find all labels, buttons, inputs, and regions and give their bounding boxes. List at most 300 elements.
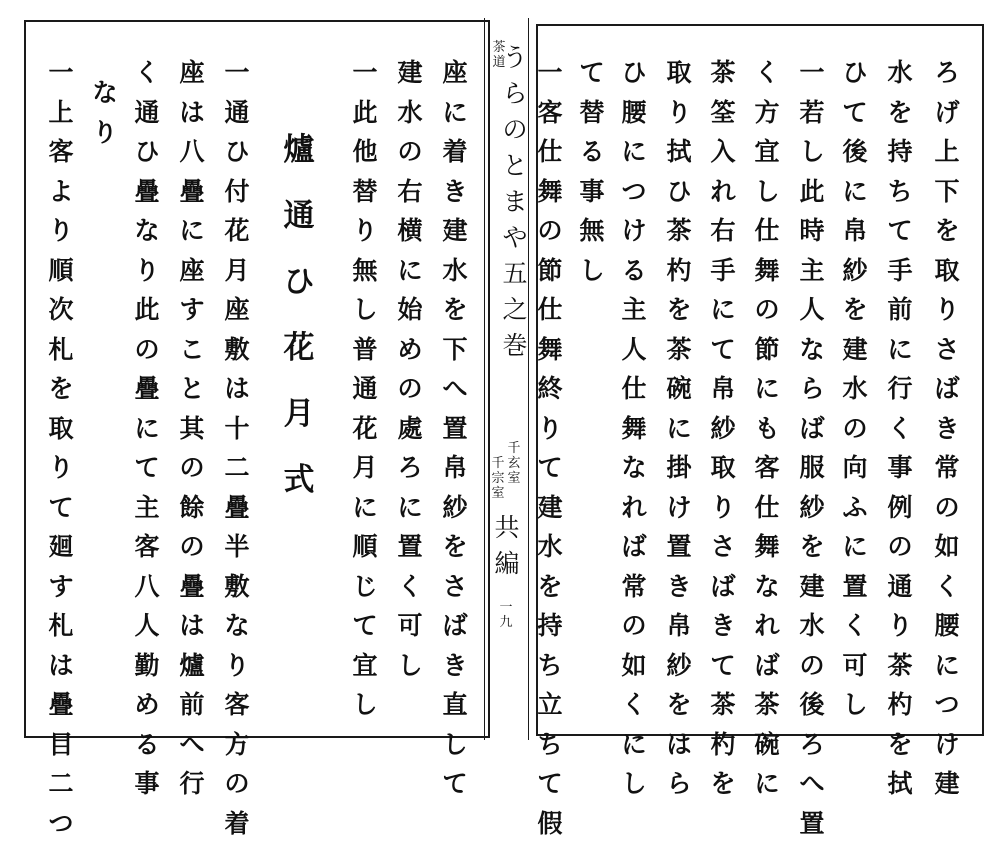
glyph: し	[393, 653, 427, 693]
glyph: 例	[883, 495, 917, 535]
glyph: 横	[393, 218, 427, 258]
glyph: 宜	[348, 653, 382, 693]
text-column	[393, 60, 427, 692]
glyph: 八	[130, 574, 164, 614]
glyph: て	[533, 771, 567, 811]
glyph: 一	[498, 600, 514, 615]
glyph: は	[220, 376, 254, 416]
glyph: 舞	[750, 534, 784, 574]
glyph: 建	[533, 495, 567, 535]
glyph: 客	[750, 455, 784, 495]
glyph: く	[750, 60, 784, 100]
glyph: 他	[348, 139, 382, 179]
glyph: 取	[44, 416, 78, 456]
glyph: 玄	[506, 456, 522, 471]
glyph: 一	[533, 60, 567, 100]
glyph: 月	[282, 399, 316, 465]
glyph: の	[393, 139, 427, 179]
glyph: 十	[220, 416, 254, 456]
glyph: に	[348, 495, 382, 535]
glyph: 置	[662, 534, 696, 574]
glyph: に	[130, 416, 164, 456]
glyph: し	[838, 692, 872, 732]
glyph: 通	[220, 100, 254, 140]
glyph: 道	[491, 55, 507, 70]
glyph: を	[662, 692, 696, 732]
glyph: げ	[930, 100, 964, 140]
glyph: 八	[175, 139, 209, 179]
glyph: 人	[130, 613, 164, 653]
glyph: 事	[883, 455, 917, 495]
glyph: 次	[44, 297, 78, 337]
glyph: 茶	[706, 692, 740, 732]
glyph: を	[883, 100, 917, 140]
text-column	[348, 60, 382, 732]
glyph: く	[617, 692, 651, 732]
glyph: 主	[130, 495, 164, 535]
glyph: う	[500, 50, 530, 86]
glyph: つ	[44, 811, 78, 850]
glyph: て	[575, 60, 609, 100]
glyph: ば	[438, 613, 472, 653]
glyph: 二	[220, 455, 254, 495]
glyph: に	[617, 139, 651, 179]
glyph: 茶	[706, 60, 740, 100]
glyph: 此	[130, 297, 164, 337]
glyph: 仕	[750, 218, 784, 258]
glyph: 後	[838, 139, 872, 179]
glyph: ば	[706, 574, 740, 614]
glyph: 如	[930, 534, 964, 574]
glyph: て	[838, 100, 872, 140]
glyph: 此	[348, 100, 382, 140]
glyph: め	[393, 337, 427, 377]
glyph: 行	[175, 771, 209, 811]
glyph: る	[617, 258, 651, 298]
glyph: 敷	[220, 574, 254, 614]
glyph: 水	[438, 258, 472, 298]
glyph: 此	[795, 179, 829, 219]
text-column	[575, 60, 609, 297]
glyph: の	[175, 534, 209, 574]
glyph: 客	[44, 139, 78, 179]
glyph: 向	[838, 455, 872, 495]
glyph: 常	[617, 574, 651, 614]
glyph: く	[883, 416, 917, 456]
glyph: に	[393, 258, 427, 298]
glyph: 置	[438, 416, 472, 456]
glyph: を	[533, 574, 567, 614]
glyph: 若	[795, 100, 829, 140]
glyph: し	[348, 297, 382, 337]
glyph: 紗	[795, 495, 829, 535]
glyph: と	[500, 158, 530, 194]
glyph: よ	[44, 179, 78, 219]
glyph: り	[706, 495, 740, 535]
glyph: り	[220, 653, 254, 693]
glyph: り	[130, 258, 164, 298]
glyph: へ	[438, 376, 472, 416]
glyph: ち	[533, 653, 567, 693]
glyph: こ	[175, 337, 209, 377]
glyph: 建	[838, 337, 872, 377]
glyph: ふ	[838, 495, 872, 535]
glyph: を	[44, 376, 78, 416]
glyph: は	[44, 653, 78, 693]
glyph: 茶	[662, 218, 696, 258]
glyph: 花	[348, 416, 382, 456]
glyph: 帛	[706, 376, 740, 416]
glyph: は	[662, 732, 696, 772]
glyph: ひ	[282, 267, 316, 333]
glyph: て	[533, 455, 567, 495]
glyph: ち	[533, 732, 567, 772]
glyph: 置	[393, 534, 427, 574]
glyph: な	[795, 337, 829, 377]
glyph: 人	[617, 337, 651, 377]
glyph: け	[617, 218, 651, 258]
glyph: や	[500, 230, 530, 266]
glyph: 茶	[662, 337, 696, 377]
glyph: ろ	[393, 455, 427, 495]
glyph: 花	[220, 218, 254, 258]
glyph: 時	[795, 218, 829, 258]
glyph: ら	[500, 86, 530, 122]
glyph: 主	[617, 297, 651, 337]
glyph: 客	[220, 692, 254, 732]
glyph: 持	[883, 139, 917, 179]
glyph: り	[88, 120, 122, 160]
glyph: し	[438, 732, 472, 772]
glyph: 普	[348, 337, 382, 377]
glyph: じ	[348, 574, 382, 614]
glyph: 其	[175, 416, 209, 456]
glyph: 疊	[175, 179, 209, 219]
glyph: れ	[706, 179, 740, 219]
glyph: 置	[795, 811, 829, 850]
glyph: 拭	[883, 771, 917, 811]
glyph: 事	[575, 179, 609, 219]
glyph: 千	[490, 456, 506, 471]
glyph: れ	[750, 613, 784, 653]
glyph: を	[706, 771, 740, 811]
glyph: 宗	[490, 471, 506, 486]
glyph: 紗	[662, 653, 696, 693]
glyph: て	[438, 771, 472, 811]
glyph: 巻	[500, 338, 530, 374]
glyph: き	[438, 179, 472, 219]
glyph: の	[883, 534, 917, 574]
glyph: し	[795, 139, 829, 179]
glyph: 方	[220, 732, 254, 772]
glyph: 宜	[750, 139, 784, 179]
glyph: 爐	[175, 653, 209, 693]
text-column	[838, 60, 872, 732]
glyph: き	[930, 416, 964, 456]
glyph: 座	[175, 60, 209, 100]
glyph: 直	[438, 692, 472, 732]
glyph: に	[617, 732, 651, 772]
glyph: ひ	[838, 60, 872, 100]
glyph: 置	[838, 574, 872, 614]
glyph: 紗	[706, 416, 740, 456]
glyph: 座	[175, 258, 209, 298]
glyph: す	[175, 297, 209, 337]
glyph: 紗	[838, 258, 872, 298]
glyph: な	[617, 455, 651, 495]
glyph: 舞	[750, 258, 784, 298]
glyph: り	[883, 613, 917, 653]
glyph: 餘	[175, 495, 209, 535]
glyph: て	[706, 653, 740, 693]
glyph: き	[438, 653, 472, 693]
glyph: 水	[533, 534, 567, 574]
glyph: 花	[282, 333, 316, 399]
glyph: へ	[175, 732, 209, 772]
glyph: り	[348, 218, 382, 258]
glyph: 方	[750, 100, 784, 140]
glyph: 一	[795, 60, 829, 100]
glyph: 建	[795, 574, 829, 614]
glyph: 杓	[662, 258, 696, 298]
glyph: 前	[883, 297, 917, 337]
glyph: も	[750, 416, 784, 456]
glyph: ば	[795, 416, 829, 456]
glyph: の	[175, 455, 209, 495]
glyph: 仕	[533, 297, 567, 337]
glyph: 一	[44, 60, 78, 100]
glyph: 上	[930, 139, 964, 179]
glyph: さ	[930, 337, 964, 377]
glyph: 疊	[130, 179, 164, 219]
glyph: く	[838, 613, 872, 653]
glyph: 九	[498, 615, 514, 630]
glyph: る	[575, 139, 609, 179]
glyph: を	[795, 534, 829, 574]
text-column	[662, 60, 696, 811]
glyph: 通	[130, 100, 164, 140]
glyph: り	[662, 100, 696, 140]
glyph: 持	[533, 613, 567, 653]
glyph: 茶	[883, 653, 917, 693]
glyph: り	[533, 416, 567, 456]
glyph: 客	[130, 534, 164, 574]
glyph: ま	[500, 194, 530, 230]
glyph: し	[750, 179, 784, 219]
glyph: 右	[393, 179, 427, 219]
text-column	[130, 60, 164, 811]
text-column	[438, 60, 472, 811]
text-column	[220, 60, 254, 850]
glyph: 碗	[662, 376, 696, 416]
glyph: 節	[533, 258, 567, 298]
glyph: り	[44, 218, 78, 258]
glyph: し	[575, 258, 609, 298]
glyph: 建	[930, 771, 964, 811]
glyph: な	[88, 80, 122, 120]
glyph: く	[930, 574, 964, 614]
glyph: 編	[492, 556, 522, 592]
glyph: さ	[438, 574, 472, 614]
glyph: に	[175, 218, 209, 258]
glyph: な	[750, 574, 784, 614]
glyph: 取	[662, 60, 696, 100]
glyph: 共	[492, 520, 522, 556]
glyph: の	[393, 376, 427, 416]
glyph: 疊	[175, 574, 209, 614]
glyph: に	[883, 337, 917, 377]
glyph: を	[883, 732, 917, 772]
text-column	[930, 60, 964, 811]
glyph: 五	[500, 266, 530, 302]
glyph: ひ	[662, 179, 696, 219]
text-column	[533, 60, 567, 850]
text-column	[883, 60, 917, 811]
glyph: は	[175, 100, 209, 140]
glyph: 服	[795, 455, 829, 495]
book-title	[500, 50, 530, 374]
glyph: 替	[348, 179, 382, 219]
glyph: 節	[750, 337, 784, 377]
page-number	[498, 600, 514, 630]
glyph: の	[617, 613, 651, 653]
glyph: て	[706, 337, 740, 377]
glyph: り	[930, 297, 964, 337]
glyph: は	[175, 613, 209, 653]
glyph: 一	[220, 60, 254, 100]
glyph: 座	[438, 60, 472, 100]
glyph: ば	[617, 534, 651, 574]
glyph: 入	[706, 139, 740, 179]
glyph: 帛	[438, 455, 472, 495]
glyph: つ	[617, 179, 651, 219]
glyph: の	[838, 416, 872, 456]
glyph: 水	[393, 100, 427, 140]
glyph: 右	[706, 218, 740, 258]
glyph: し	[348, 692, 382, 732]
glyph: に	[438, 100, 472, 140]
text-column	[795, 60, 829, 850]
glyph: 掛	[662, 455, 696, 495]
glyph: に	[750, 376, 784, 416]
glyph: を	[438, 297, 472, 337]
text-column	[88, 80, 122, 159]
glyph: 立	[533, 692, 567, 732]
glyph: に	[930, 653, 964, 693]
glyph: 室	[506, 471, 522, 486]
glyph: な	[130, 218, 164, 258]
glyph: 無	[348, 258, 382, 298]
glyph: 茶	[491, 40, 507, 55]
glyph: ひ	[617, 60, 651, 100]
glyph: 疊	[44, 692, 78, 732]
glyph: 目	[44, 732, 78, 772]
glyph: 帛	[838, 218, 872, 258]
edited-label	[492, 520, 522, 592]
glyph: 如	[617, 653, 651, 693]
glyph: 事	[130, 771, 164, 811]
glyph: 舞	[533, 337, 567, 377]
glyph: て	[348, 613, 382, 653]
glyph: き	[662, 574, 696, 614]
glyph: 無	[575, 218, 609, 258]
glyph: の	[795, 653, 829, 693]
glyph: 之	[500, 302, 530, 338]
glyph: め	[130, 692, 164, 732]
glyph: 月	[348, 455, 382, 495]
glyph: 舞	[617, 416, 651, 456]
glyph: に	[706, 297, 740, 337]
glyph: 腰	[930, 613, 964, 653]
glyph: 通	[282, 201, 316, 267]
glyph: へ	[795, 771, 829, 811]
glyph: 杓	[883, 692, 917, 732]
glyph: 通	[883, 574, 917, 614]
glyph: け	[662, 495, 696, 535]
glyph: ひ	[130, 139, 164, 179]
glyph: 敷	[220, 337, 254, 377]
glyph: 千	[506, 441, 522, 456]
glyph: 碗	[750, 732, 784, 772]
glyph: ろ	[930, 60, 964, 100]
glyph: 人	[795, 297, 829, 337]
text-column	[706, 60, 740, 811]
glyph: の	[130, 337, 164, 377]
glyph: れ	[617, 495, 651, 535]
glyph: の	[930, 495, 964, 535]
glyph: に	[662, 416, 696, 456]
glyph: 爐	[282, 135, 316, 201]
glyph: に	[838, 179, 872, 219]
glyph: 通	[348, 376, 382, 416]
glyph: 着	[220, 811, 254, 850]
glyph: 建	[438, 218, 472, 258]
glyph: ば	[930, 376, 964, 416]
glyph: て	[44, 495, 78, 535]
glyph: 仕	[750, 495, 784, 535]
gutter-rule-left	[484, 18, 485, 740]
glyph: つ	[930, 692, 964, 732]
glyph: く	[393, 574, 427, 614]
glyph: を	[838, 297, 872, 337]
glyph: に	[393, 495, 427, 535]
glyph: し	[617, 771, 651, 811]
glyph: 腰	[617, 100, 651, 140]
glyph: 取	[930, 258, 964, 298]
glyph: 下	[438, 337, 472, 377]
glyph: 月	[220, 258, 254, 298]
glyph: 半	[220, 534, 254, 574]
glyph: の	[220, 771, 254, 811]
glyph: 勤	[130, 653, 164, 693]
glyph: 水	[795, 613, 829, 653]
glyph: 可	[393, 613, 427, 653]
glyph: り	[44, 455, 78, 495]
glyph: を	[662, 297, 696, 337]
glyph: 下	[930, 179, 964, 219]
glyph: 仕	[617, 376, 651, 416]
text-column	[617, 60, 651, 811]
glyph: 札	[44, 613, 78, 653]
glyph: 主	[795, 258, 829, 298]
glyph: の	[533, 218, 567, 258]
glyph: ろ	[795, 732, 829, 772]
glyph: 式	[282, 465, 316, 531]
glyph: 疊	[130, 376, 164, 416]
glyph: 拭	[662, 139, 696, 179]
glyph: 客	[533, 100, 567, 140]
glyph: 一	[348, 60, 382, 100]
